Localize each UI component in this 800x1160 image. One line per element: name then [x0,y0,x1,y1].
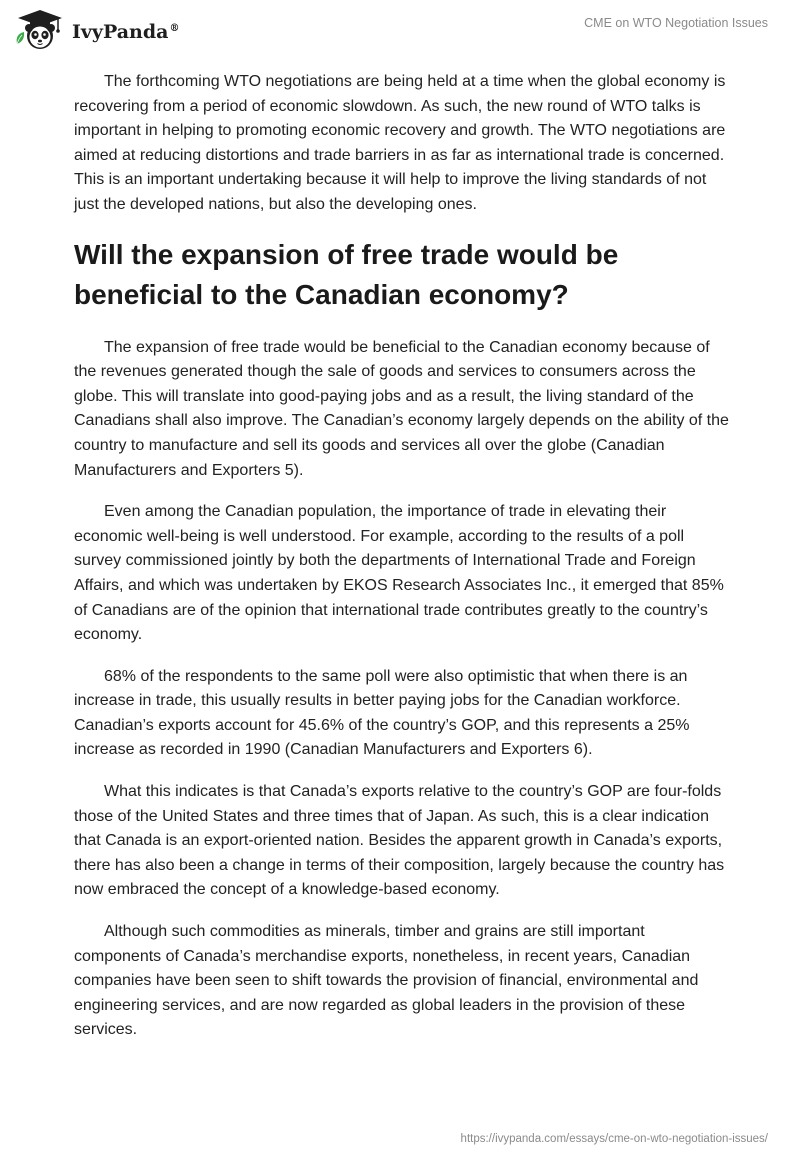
source-url-link[interactable]: https://ivypanda.com/essays/cme-on-wto-negotiation-issues/ [460,1133,768,1145]
body-paragraph: Although such commodities as minerals, timber and grains are still important components of Canada’s merchandise exports, nonetheless, in recent years, Canadian companies have been seen to shift towards the provision of financial, environmental and engineering services, and are now regarded as global leaders in the provision of these services. [74,923,699,1039]
essay-body [74,70,730,1060]
section-heading: Will the expansion of free trade would be beneficial to the Canadian economy? [74,238,619,310]
registered-mark: ® [169,22,180,34]
body-paragraph: What this indicates is that Canada’s exports relative to the country’s GOP are four-folds those of the United States and three times that of Japan. As such, this is a clear indication that Canada is an export-oriented nation. Besides the apparent growth in Canada’s exports, there has also been a change in terms of their composition, largely because the country has now embraced the concept of a knowledge-based economy. [74,783,725,899]
panda-graduate-icon [14,8,66,52]
ivypanda-logo[interactable] [14,8,179,52]
body-paragraph: 68% of the respondents to the same poll were also optimistic that when there is an increase in trade, this usually results in better paying jobs for the Canadian workforce. Canadian’s exports account for 45.6% of the country’s GOP, and this represents a 25% increase as recorded in 1990 (Canadian Manufacturers and Exporters 6). [74,667,690,759]
body-paragraph: The expansion of free trade would be beneficial to the Canadian economy because of the revenues generated though the sale of goods and services to consumers across the globe. This will translate into good-paying jobs and as a result, the living standard of the Canadians shall also improve. The Canadian’s economy largely depends on the ability of the country to manufacture and sell its goods and services all over the globe (Canadian Manufacturers and Exporters 5). [74,338,729,479]
page-header [0,0,800,60]
logo-text: IvyPanda® [72,21,180,43]
body-paragraph: Even among the Canadian population, the importance of trade in elevating their economic well-being is well understood. For example, according to the results of a poll survey commissioned jointly by both the departments of International Trade and Foreign Affairs, and which was undertaken by EKOS Research Associates Inc., it emerged that 85% of Canadians are of the opinion that international trade contributes greatly to the country’s economy. [74,503,724,644]
intro-paragraph: The forthcoming WTO negotiations are being held at a time when the global economy is recovering from a period of economic slowdown. As such, the new round of WTO talks is important in helping to promoting economic recovery and growth. The WTO negotiations are aimed at reducing distortions and trade barriers in as far as international trade is concerned. This is an important undertaking because it will help to improve the living standards of not just the developed nations, but also the developing ones. [74,73,726,213]
document-title: CME on WTO Negotiation Issues [584,16,768,30]
